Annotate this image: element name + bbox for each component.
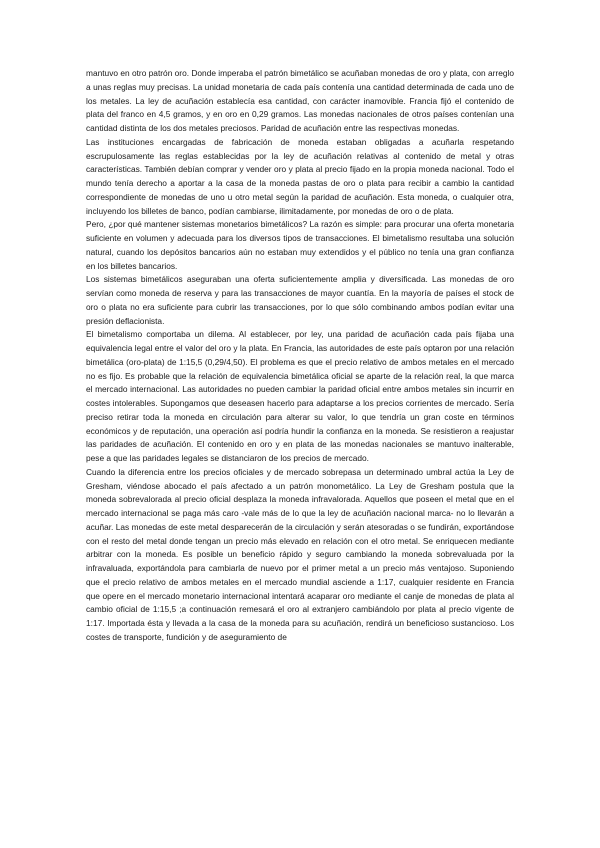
paragraph-oferta-diversificada: Los sistemas bimetálicos aseguraban una oferta suficientemente amplia y diversificada. Las monedas de oro servían como moneda de reserva y para las transacciones de mayor cuantía. En la mayoría de países el stock de oro o plata no era suficiente para cubrir las transacciones, por lo que sólo combinando ambos podían evitar una presión deflacionista.: [86, 274, 514, 326]
paragraph-dilema-bimetalismo: El bimetalismo comportaba un dilema. Al establecer, por ley, una paridad de acuñación cada país fijaba una equivalencia legal entre el valor del oro y la plata. En Francia, las autoridades de este país optaron por una relación bimetálica (oro-plata) de 1:15,5 (0,29/4,50). El problema es que el precio relativo de ambos metales en el mercado no es fijo. Es probable que la relación de equivalencia bimetálica oficial se aparte de la relación real, la que marca el mercado internacional. Las autoridades no pueden cambiar la paridad oficial entre ambos metales sin incurrir en costes intolerables. Supongamos que deseasen hacerlo para adaptarse a los precios corrientes de mercado. Sería preciso retirar toda la moneda en circulación para alterar su valor, lo que tendría un gran coste en términos económicos y de reputación, una operación así podría hundir la confianza en la moneda. Se resistieron a reajustar las paridades de acuñación. El contenido en oro y en plata de las monedas nacionales se mantuvo inalterable, pese a que las paridades legales se distanciaron de los precios de mercado.: [86, 329, 514, 463]
paragraph-razon-bimetalismo: Pero, ¿por qué mantener sistemas monetarios bimetálicos? La razón es simple: para procurar una oferta monetaria suficiente en volumen y adecuada para los diversos tipos de transacciones. El bimetalismo resultaba una solución natural, cuando los depósitos bancarios aún no estaban muy extendidos y el público no tenía una gran confianza en los billetes bancarios.: [86, 219, 514, 271]
body-text: [86, 67, 514, 645]
paragraph-instituciones-acunacion: Las instituciones encargadas de fabricación de moneda estaban obligadas a acuñarla respetando escrupulosamente las reglas establecidas por la ley de acuñación relativas al contenido de metal y otras características. También debían comprar y vender oro y plata al precio fijado en la propia moneda nacional. Todo el mundo tenía derecho a aportar a la casa de la moneda pastas de oro o plata para recibir a cambio la cantidad correspondiente de monedas de uno u otro metal según la paridad de acuñación. Esta moneda, o cualquier otra, incluyendo los billetes de banco, podían cambiarse, ilimitadamente, por monedas de oro o de plata.: [86, 136, 514, 216]
paragraph-patron-bimetalico: mantuvo en otro patrón oro. Donde imperaba el patrón bimetálico se acuñaban monedas de oro y plata, con arreglo a unas reglas muy precisas. La unidad monetaria de cada país contenía una cantidad determinada de cada uno de los metales. La ley de acuñación establecía esa cantidad, con carácter inamovible. Francia fijó el contenido de plata del franco en 4,5 gramos, y en oro en 0,29 gramos. Las monedas nacionales de otros países contenían una cantidad distinta de los dos metales preciosos. Paridad de acuñación entre las respectivas monedas.: [86, 68, 514, 133]
paragraph-ley-gresham: Cuando la diferencia entre los precios oficiales y de mercado sobrepasa un determinado umbral actúa la Ley de Gresham, viéndose abocado el país afectado a un patrón monometálico. La Ley de Gresham postula que la moneda sobrevalorada al precio oficial desplaza la moneda infravalorada. Aquellos que poseen el metal que en el mercado internacional se paga más caro -vale más de lo que la ley de acuñación nacional marca- no lo llevarán a acuñar. Las monedas de este metal desparecerán de la circulación y serán atesoradas o se fundirán, exportándose con el resto del metal donde tengan un precio más elevado en relación con el otro metal. Se enriquecen mediante arbitrar con la moneda. Es posible un beneficio rápido y seguro cambiando la moneda sobrevaluada por la infravaluada, exportándola para cambiarla de nuevo por el primer metal a un precio más ventajoso. Suponiendo que el precio relativo de ambos metales en el mercado mundial asciende a 1:17, cualquier residente en Francia que opere en el mercado monetario internacional intentará acaparar oro mediante el canje de monedas de plata al cambio oficial de 1:15,5 ;a continuación remesará el oro al extranjero cambiándolo por plata al precio vigente de 1:17. Importada ésta y llevada a la casa de la moneda para su acuñación, rendirá un beneficioso sustancioso. Los costes de transporte, fundición y de aseguramiento de: [86, 466, 514, 642]
